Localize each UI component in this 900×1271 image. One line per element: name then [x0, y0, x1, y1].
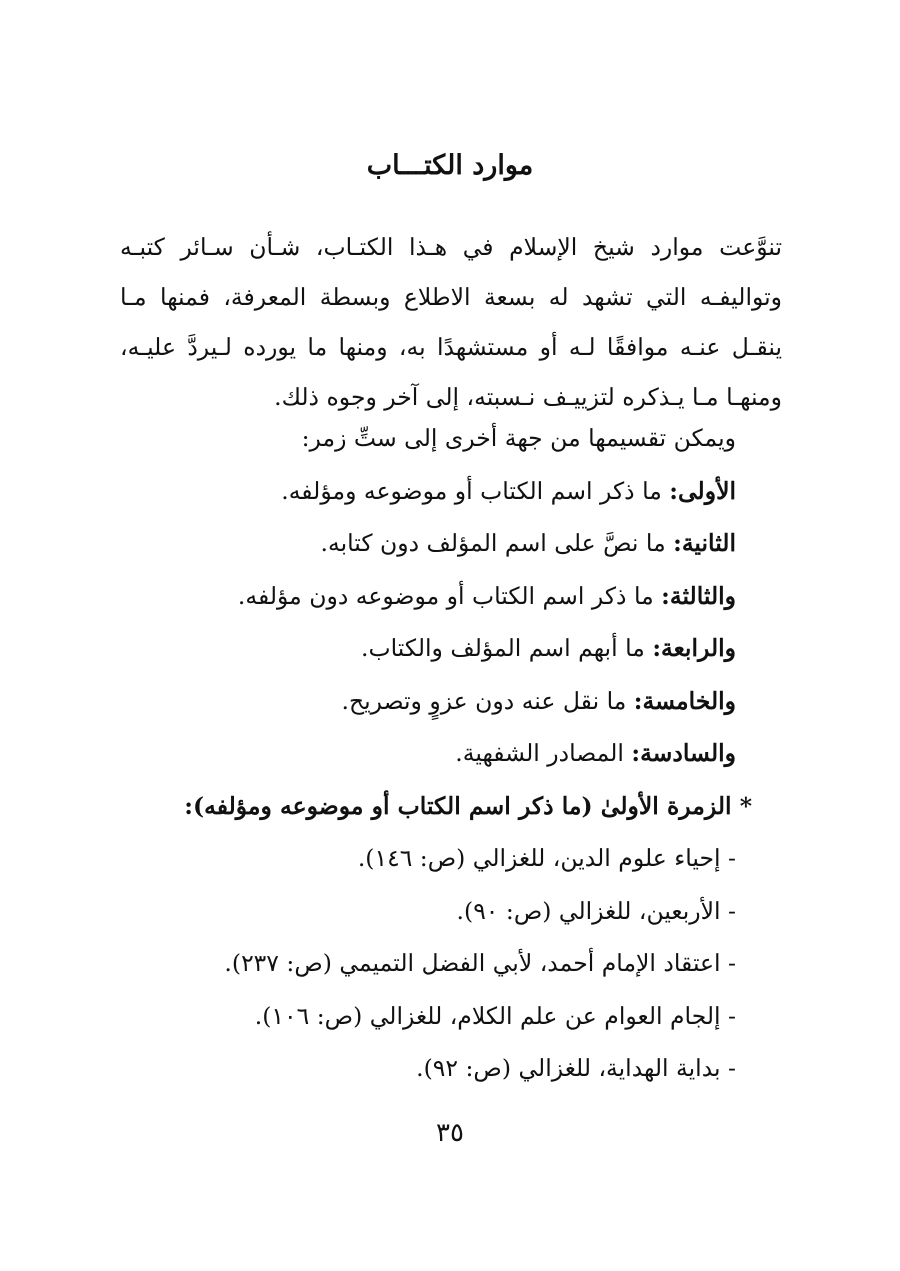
group-line: [120, 465, 736, 518]
section-heading: * الزمرة الأولىٰ (ما ذكر اسم الكتاب أو موضوعه ومؤلفه):: [184, 791, 752, 820]
groups-intro-line: ويمكن تقسيمها من جهة أخرى إلى ستِّ زمر:: [301, 424, 736, 452]
group-label: الأولى:: [669, 476, 736, 505]
group-text: ما ذكر اسم الكتاب أو موضوعه دون مؤلفه.: [237, 581, 662, 610]
list-item: - إلجام العوام عن علم الكلام، للغزالي (ص: ١٠٦).: [254, 1001, 736, 1030]
group-label: الثانية:: [673, 529, 736, 557]
group-line: [120, 622, 736, 675]
group-label: والخامسة:: [633, 686, 736, 715]
group-text: ما نقل عنه دون عزوٍ وتصريح.: [341, 686, 634, 715]
list-item: - بداية الهداية، للغزالي (ص: ٩٢).: [416, 1054, 736, 1082]
page-number: ٣٥: [436, 1118, 464, 1148]
list-item: - إحياء علوم الدين، للغزالي (ص: ١٤٦).: [357, 844, 736, 872]
group-line: [120, 570, 736, 623]
list-item: - اعتقاد الإمام أحمد، لأبي الفضل التميمي (ص: ٢٣٧).: [224, 949, 736, 977]
group-text: ما أبهم اسم المؤلف والكتاب.: [361, 634, 653, 662]
group-line: [120, 727, 736, 780]
page-title: موارد الكتـــاب: [366, 150, 534, 181]
group-label: والرابعة:: [652, 634, 736, 662]
group-label: والسادسة:: [631, 739, 736, 767]
group-line: [120, 675, 736, 728]
group-label: والثالثة:: [661, 581, 736, 610]
body-lines: [120, 412, 752, 1095]
group-text: ما ذكر اسم الكتاب أو موضوعه ومؤلفه.: [281, 476, 670, 505]
group-text: ما نصَّ على اسم المؤلف دون كتابه.: [320, 529, 674, 557]
list-item: - الأربعين، للغزالي (ص: ٩٠).: [456, 896, 736, 925]
group-line: [120, 517, 736, 570]
intro-paragraph: تنوَّعت موارد شيخ الإسلام في هـذا الكتـاب، شـأن سـائر كتبـه وتواليفـه التي تشهد له بسعة الاطلاع وبسطة المعرفة، فمنها مـا ينقـل عنـه موافقًا لـه أو مستشهدًا به، ومنها ما يورده لـيردَّ عليـه، ومنهـا مـا يـذكره لتزييـف نـسبته، إلى آخر وجوه ذلك.: [120, 233, 782, 411]
group-text: المصادر الشفهية.: [455, 739, 632, 767]
